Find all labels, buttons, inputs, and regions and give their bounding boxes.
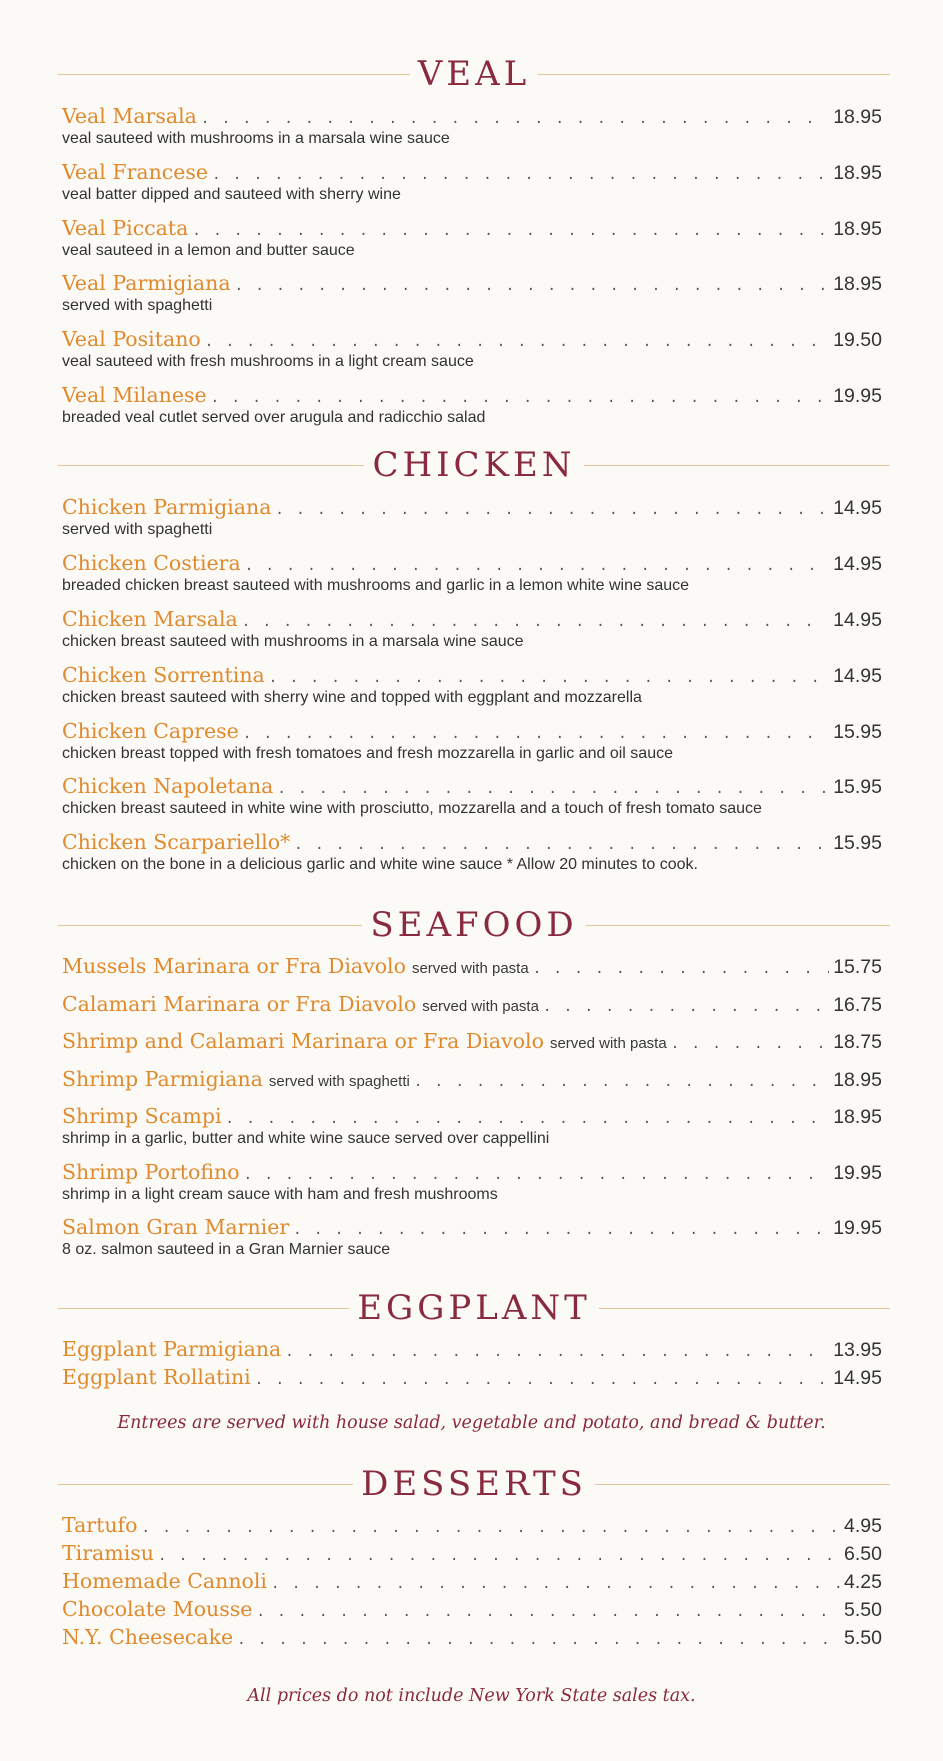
item-price: 14.95 (833, 609, 882, 631)
item-price: 18.95 (833, 1069, 882, 1091)
item-price: 14.95 (833, 665, 882, 687)
menu-item (62, 550, 882, 596)
item-description: shrimp in a light cream sauce with ham and fresh mushrooms (62, 1186, 498, 1203)
dot-leader (533, 956, 830, 979)
item-price: 4.95 (844, 1515, 882, 1537)
item-name: Veal Francese (62, 160, 209, 184)
item-description: served with spaghetti (62, 521, 213, 538)
item-description: chicken breast sauteed with mushrooms in a marsala wine sauce (62, 633, 524, 650)
menu-item (62, 1568, 882, 1594)
dot-leader (245, 553, 829, 576)
item-price: 5.50 (844, 1627, 882, 1649)
item-name: Veal Parmigiana (62, 271, 231, 295)
item-price: 14.95 (833, 553, 882, 575)
item-name: Calamari Marinara or Fra Diavolo (62, 992, 417, 1016)
item-name: Chicken Caprese (62, 719, 239, 743)
menu-item (62, 103, 882, 149)
item-name: Chicken Costiera (62, 551, 241, 575)
menu-item (62, 1066, 882, 1092)
divider-line (58, 1484, 353, 1485)
tax-note: All prices do not include New York State sales tax. (247, 1686, 696, 1706)
section-header-desserts (58, 1462, 890, 1506)
menu-item (62, 1540, 882, 1566)
item-description: served with spaghetti (62, 297, 213, 314)
menu-item (62, 494, 882, 540)
section-title-chicken: CHICKEN (372, 445, 576, 485)
item-name: Veal Marsala (62, 104, 197, 128)
divider-line (538, 74, 890, 75)
menu-item (62, 773, 882, 819)
menu-item (62, 382, 882, 428)
item-price: 18.95 (833, 106, 882, 128)
item-price: 18.95 (833, 273, 882, 295)
item-name: N.Y. Cheesecake (62, 1625, 234, 1649)
section-title-eggplant: EGGPLANT (357, 1288, 591, 1328)
divider-line (58, 1308, 349, 1309)
item-name: Chicken Scarpariello* (62, 830, 291, 854)
item-price: 19.95 (833, 1162, 882, 1184)
section-header-eggplant (58, 1286, 890, 1330)
item-name: Chocolate Mousse (62, 1597, 253, 1621)
dot-leader (543, 994, 829, 1017)
item-name: Chicken Marsala (62, 607, 238, 631)
divider-line (58, 925, 362, 926)
item-price: 16.75 (833, 994, 882, 1016)
divider-line (584, 465, 890, 466)
item-name: Salmon Gran Marnier (62, 1215, 290, 1239)
dot-leader (255, 1367, 829, 1390)
section-header-veal (58, 52, 890, 96)
item-price: 18.95 (833, 1106, 882, 1128)
item-name: Eggplant Rollatini (62, 1365, 251, 1389)
menu-item (62, 1214, 882, 1260)
dot-leader (244, 1162, 830, 1185)
dot-leader (243, 721, 829, 744)
item-price: 18.75 (833, 1031, 882, 1053)
dot-leader (293, 1217, 829, 1240)
item-price: 15.75 (833, 956, 882, 978)
dot-leader (205, 329, 829, 352)
menu-item (62, 1336, 882, 1362)
divider-line (58, 74, 410, 75)
item-description: veal sauteed in a lemon and butter sauce (62, 242, 355, 259)
item-description: veal batter dipped and sauteed with sherry wine (62, 186, 401, 203)
item-description: chicken on the bone in a delicious garlic and white wine sauce * Allow 20 minutes to cook. (62, 856, 698, 873)
item-price: 5.50 (844, 1599, 882, 1621)
item-price: 18.95 (833, 162, 882, 184)
dot-leader (242, 609, 829, 632)
dot-leader (671, 1031, 830, 1054)
menu-item (62, 606, 882, 652)
item-description: breaded chicken breast sauteed with mushrooms and garlic in a lemon white wine sauce (62, 577, 690, 594)
item-price: 19.50 (833, 329, 882, 351)
menu-item (62, 718, 882, 764)
item-note: served with pasta (422, 998, 539, 1015)
item-price: 19.95 (833, 1217, 882, 1239)
item-description: 8 oz. salmon sauteed in a Gran Marnier sauce (62, 1241, 391, 1258)
item-name: Shrimp Parmigiana (62, 1067, 263, 1091)
menu-item (62, 1624, 882, 1650)
dot-leader (256, 1599, 840, 1622)
section-title-veal: VEAL (417, 54, 531, 94)
menu-item (62, 1028, 882, 1054)
item-price: 13.95 (833, 1339, 882, 1361)
item-name: Tiramisu (62, 1541, 154, 1565)
item-price: 19.95 (833, 385, 882, 407)
menu-item (62, 1103, 882, 1149)
item-name: Shrimp and Calamari Marinara or Fra Diavolo (62, 1029, 544, 1053)
item-name: Veal Piccata (62, 216, 189, 240)
item-price: 14.95 (833, 1367, 882, 1389)
section-title-seafood: SEAFOOD (370, 905, 578, 945)
item-name: Homemade Cannoli (62, 1569, 267, 1593)
item-description: shrimp in a garlic, butter and white wine sauce served over cappellini (62, 1130, 550, 1147)
item-description: veal sauteed with fresh mushrooms in a light cream sauce (62, 353, 474, 370)
dot-leader (226, 1106, 830, 1129)
item-note: served with spaghetti (268, 1073, 410, 1090)
menu-item (62, 829, 882, 875)
item-description: chicken breast topped with fresh tomatoes and fresh mozzarella in garlic and oil sauce (62, 745, 673, 762)
item-price: 6.50 (844, 1543, 882, 1565)
item-name: Veal Milanese (62, 383, 207, 407)
menu-item (62, 991, 882, 1017)
dot-leader (271, 1571, 840, 1594)
item-name: Chicken Napoletana (62, 774, 274, 798)
item-price: 15.95 (833, 721, 882, 743)
item-name: Chicken Sorrentina (62, 663, 265, 687)
entrees-note: Entrees are served with house salad, vegetable and potato, and bread & butter. (117, 1413, 826, 1433)
item-description: chicken breast sauteed in white wine with prosciutto, mozzarella and a touch of fresh tomato sauce (62, 800, 762, 817)
dot-leader (275, 497, 829, 520)
dot-leader (211, 385, 830, 408)
item-name: Mussels Marinara or Fra Diavolo (62, 954, 406, 978)
dot-leader (201, 106, 829, 129)
divider-line (58, 465, 364, 466)
menu-item (62, 215, 882, 261)
menu-item (62, 1596, 882, 1622)
menu-item (62, 159, 882, 205)
menu-item (62, 270, 882, 316)
dot-leader (277, 776, 829, 799)
menu-item (62, 1364, 882, 1390)
dot-leader (192, 218, 829, 241)
item-note: served with pasta (411, 960, 529, 977)
item-name: Chicken Parmigiana (62, 495, 272, 519)
dot-leader (294, 832, 829, 855)
section-title-desserts: DESSERTS (361, 1464, 587, 1504)
item-description: chicken breast sauteed with sherry wine and topped with eggplant and mozzarella (62, 689, 642, 706)
item-price: 15.95 (833, 776, 882, 798)
section-header-seafood (58, 903, 890, 947)
dot-leader (285, 1339, 829, 1362)
dot-leader (269, 665, 829, 688)
item-description: breaded veal cutlet served over arugula and radicchio salad (62, 409, 486, 426)
dot-leader (235, 273, 830, 296)
item-price: 15.95 (833, 832, 882, 854)
menu-item (62, 1512, 882, 1538)
item-name: Shrimp Scampi (62, 1104, 222, 1128)
item-name: Eggplant Parmigiana (62, 1337, 282, 1361)
item-name: Veal Positano (62, 327, 201, 351)
menu-item (62, 953, 882, 979)
dot-leader (141, 1515, 840, 1538)
item-note: served with pasta (549, 1035, 667, 1052)
menu-item (62, 1159, 882, 1205)
dot-leader (237, 1627, 840, 1650)
menu-item (62, 662, 882, 708)
dot-leader (212, 162, 829, 185)
item-name: Tartufo (62, 1513, 138, 1537)
item-price: 14.95 (833, 497, 882, 519)
dot-leader (414, 1069, 829, 1092)
item-name: Shrimp Portofino (62, 1160, 240, 1184)
divider-line (599, 1308, 890, 1309)
divider-line (586, 925, 890, 926)
divider-line (595, 1484, 890, 1485)
section-header-chicken (58, 443, 890, 487)
dot-leader (158, 1543, 840, 1566)
item-price: 4.25 (844, 1571, 882, 1593)
item-description: veal sauteed with mushrooms in a marsala wine sauce (62, 130, 450, 147)
item-price: 18.95 (833, 218, 882, 240)
menu-item (62, 326, 882, 372)
